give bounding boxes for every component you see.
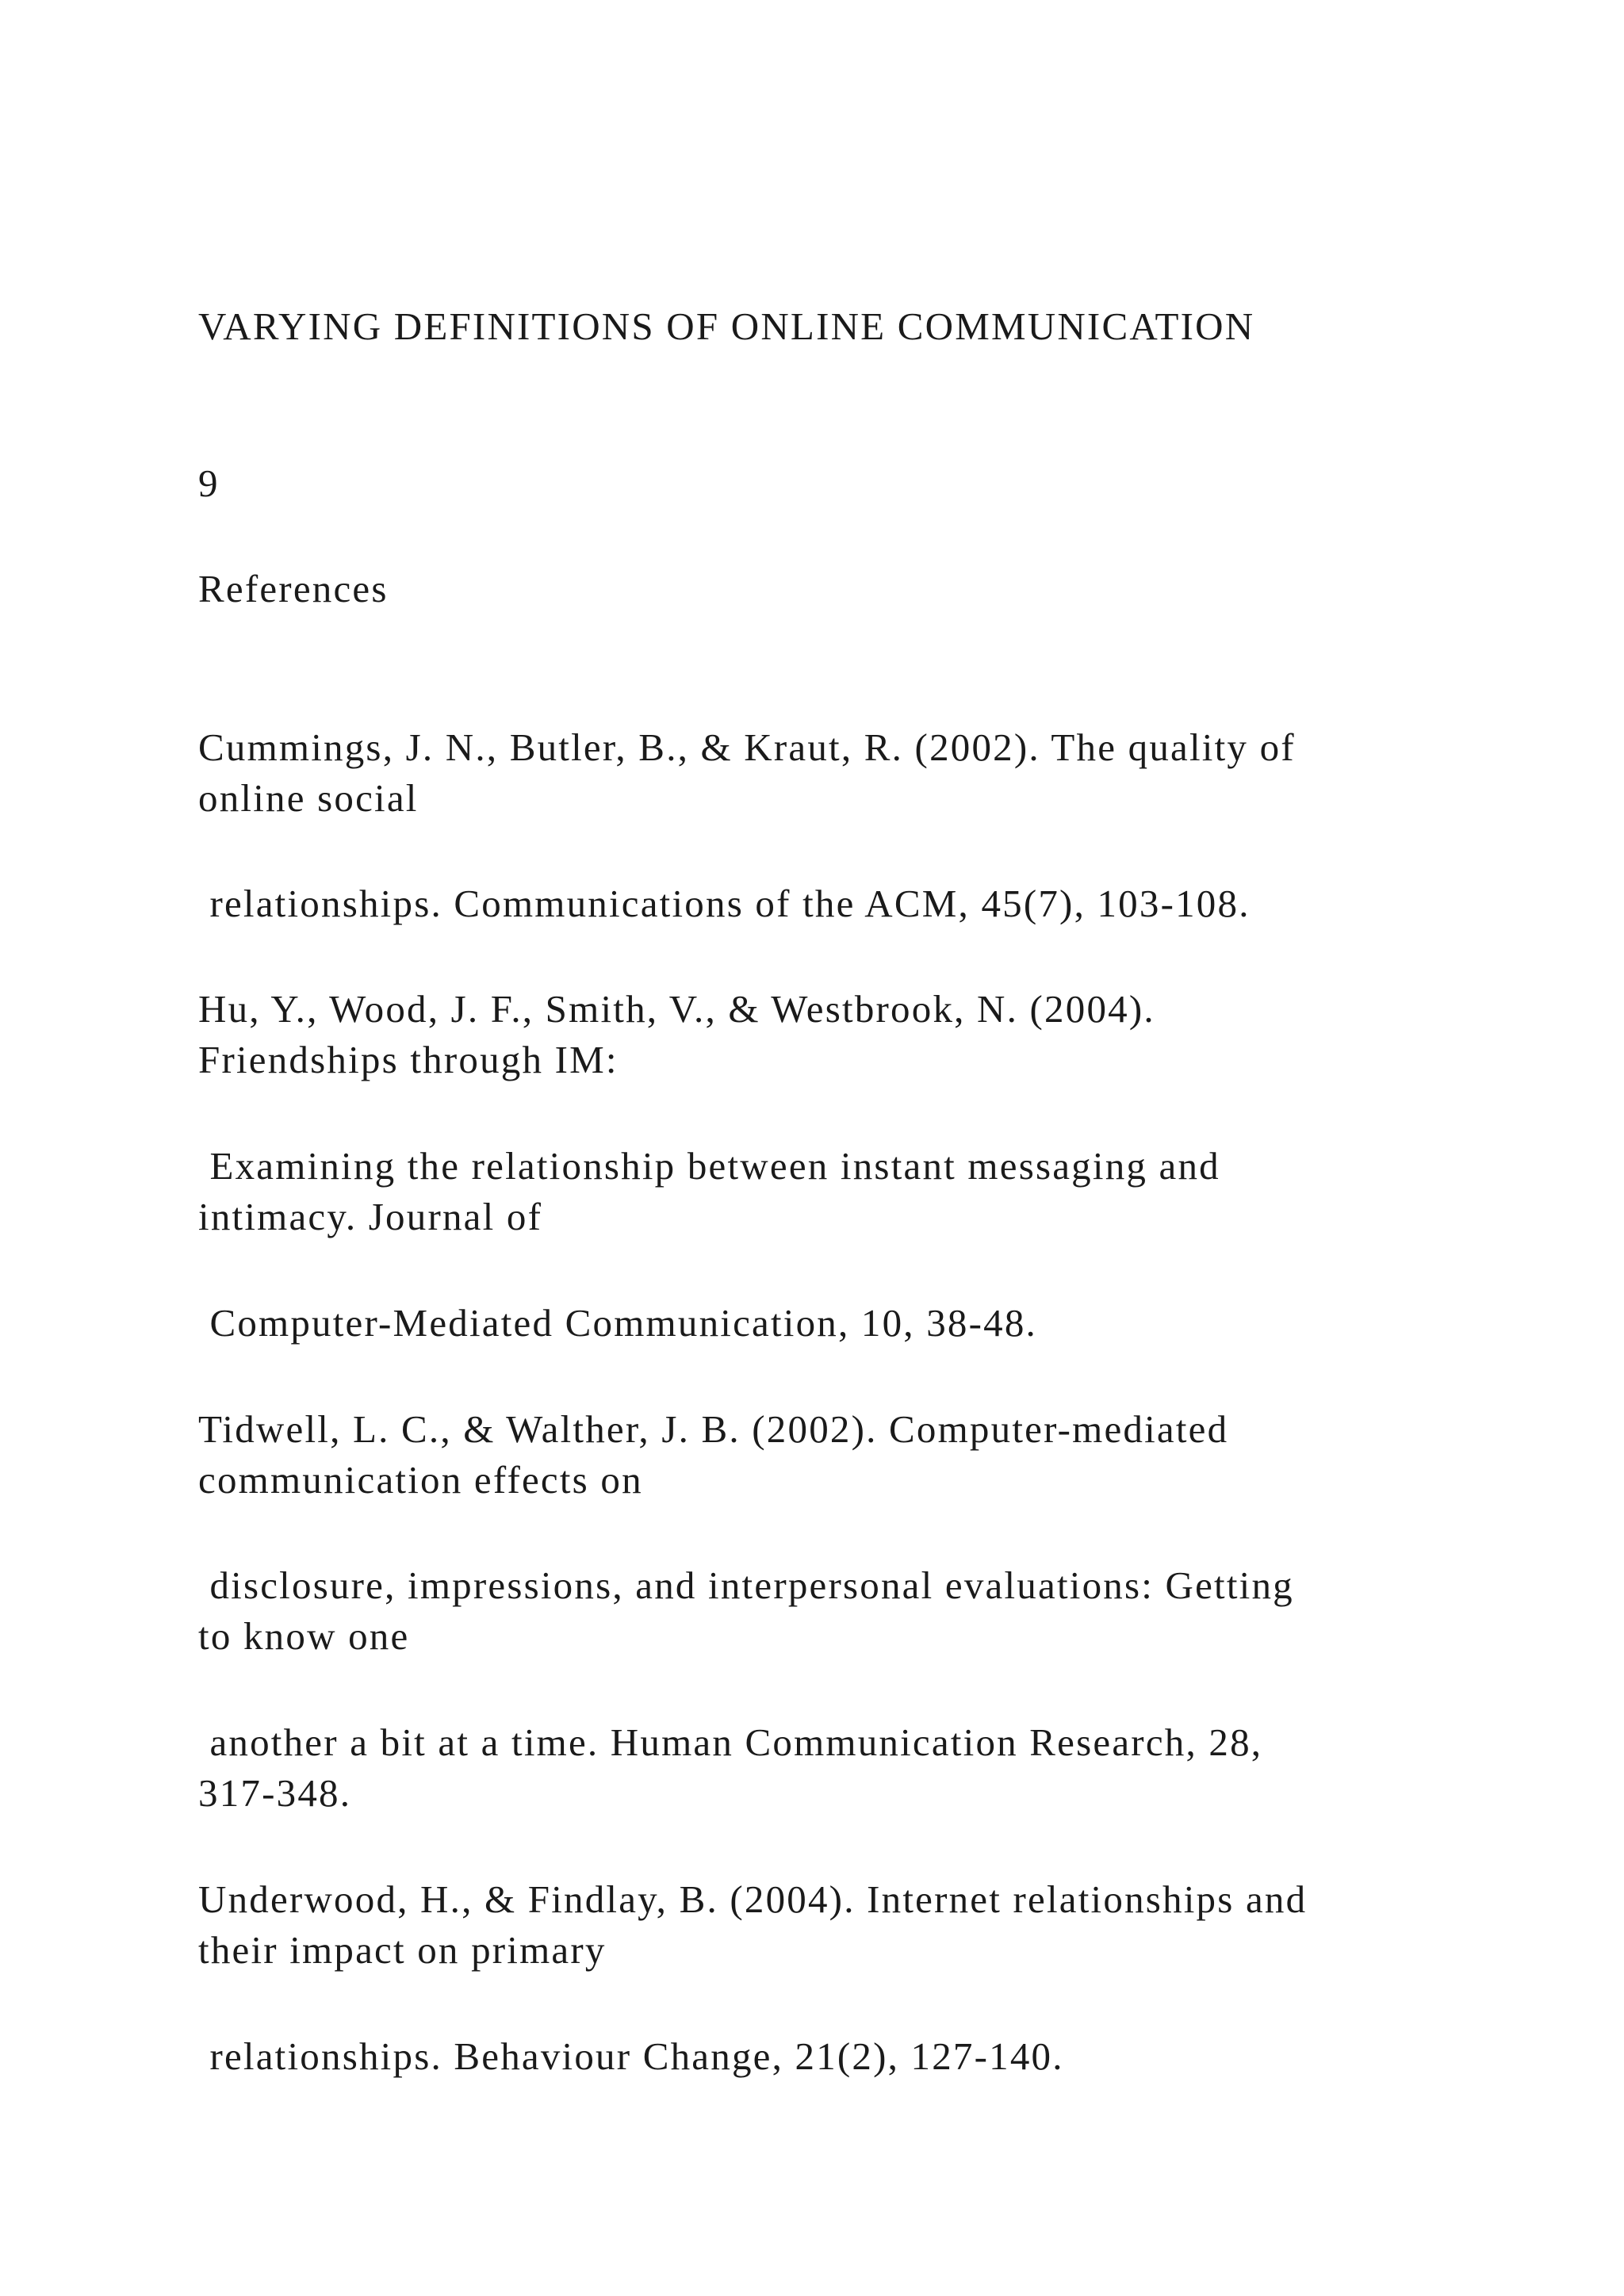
section-heading: References: [198, 567, 389, 610]
reference-line: online social: [198, 776, 419, 820]
reference-line: another a bit at a time. Human Communication Research, 28,: [198, 1720, 1263, 1764]
reference-line: Friendships through IM:: [198, 1038, 619, 1081]
reference-line: relationships. Behaviour Change, 21(2), 127-140.: [198, 2034, 1064, 2078]
running-head: VARYING DEFINITIONS OF ONLINE COMMUNICATION: [198, 304, 1255, 348]
reference-line: Hu, Y., Wood, J. F., Smith, V., & Westbrook, N. (2004).: [198, 987, 1155, 1031]
reference-line: 317-348.: [198, 1771, 352, 1815]
reference-line: Cummings, J. N., Butler, B., & Kraut, R. (2002). The quality of: [198, 725, 1296, 769]
page-number: 9: [198, 461, 220, 505]
reference-line: Tidwell, L. C., & Walther, J. B. (2002). Computer-mediated: [198, 1407, 1229, 1451]
reference-line: Examining the relationship between instant messaging and: [198, 1144, 1220, 1188]
reference-line: Underwood, H., & Findlay, B. (2004). Internet relationships and: [198, 1877, 1308, 1921]
reference-line: their impact on primary: [198, 1928, 607, 1972]
reference-line: Computer-Mediated Communication, 10, 38-48.: [198, 1301, 1037, 1345]
reference-line: disclosure, impressions, and interpersonal evaluations: Getting: [198, 1563, 1294, 1607]
reference-line: relationships. Communications of the ACM, 45(7), 103-108.: [198, 882, 1251, 925]
reference-line: communication effects on: [198, 1458, 643, 1502]
reference-line: intimacy. Journal of: [198, 1195, 543, 1238]
reference-line: to know one: [198, 1614, 410, 1658]
